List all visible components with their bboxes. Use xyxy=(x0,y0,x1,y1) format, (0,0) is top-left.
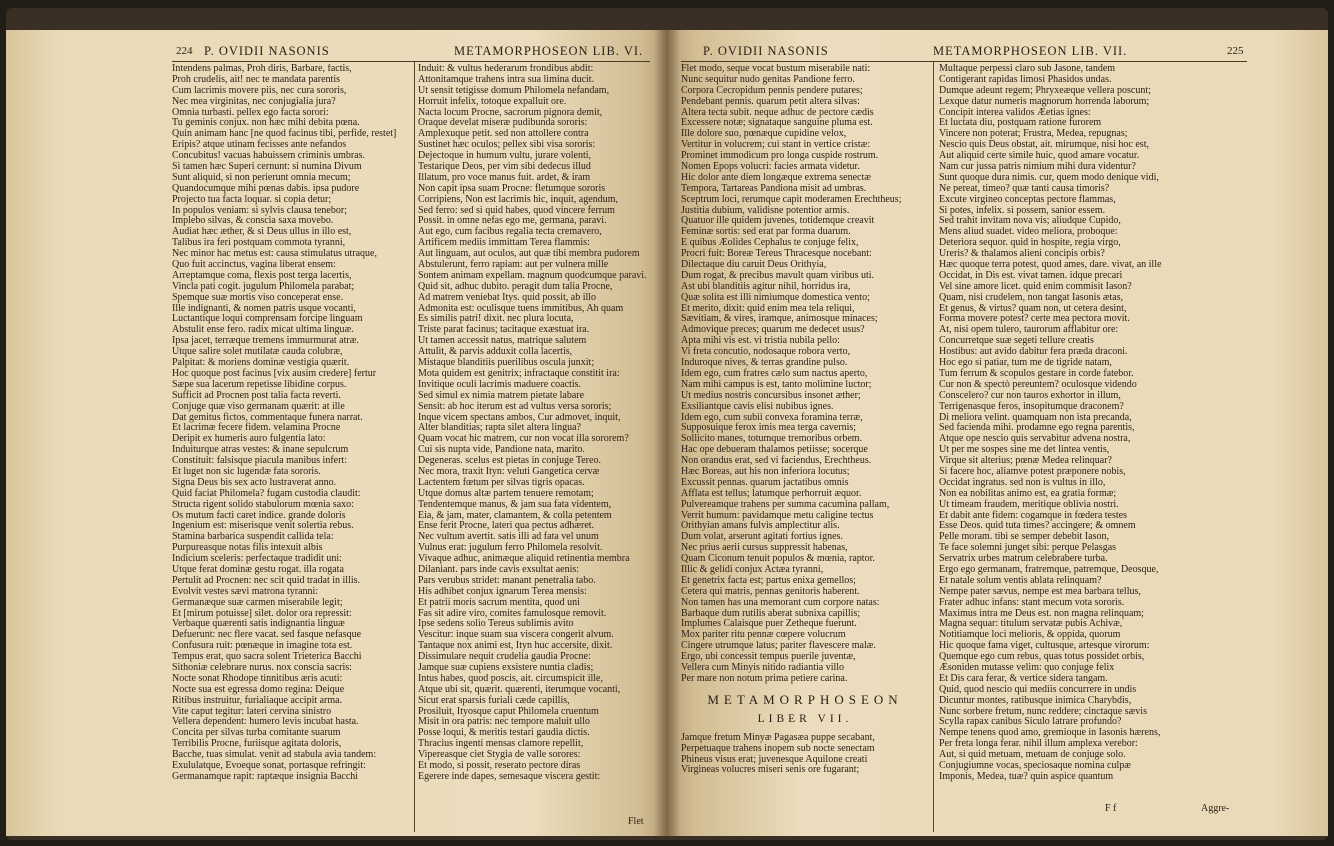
page-number-right: 225 xyxy=(1227,45,1244,57)
verse-line: Aut ego, cum facibus regalia tecta cremavero, xyxy=(418,226,602,238)
verse-line: Oraque develat miseræ pudibunda sororis: xyxy=(418,117,588,129)
verse-line: Nunc sorbere fretum, nunc reddere; cinctaque sævis xyxy=(939,705,1147,717)
verse-line: Et dabit ante fidem: cogamque in fœdera testes xyxy=(939,509,1127,521)
right-page xyxy=(667,30,1328,836)
verse-line: Germanamque rapit: raptæque insignia Bacchi xyxy=(172,770,359,782)
verse-line: Abstulerunt, ferro rapiam: aut per vulnera mille xyxy=(418,259,609,271)
verse-line: Deteriora sequor. quid in hospite, regia virgo, xyxy=(939,237,1121,249)
verse-line: Atque ope nescio quis servabitur advena nostra, xyxy=(939,433,1131,445)
verse-line: Nomen Epops volucri: facies armata videtur. xyxy=(681,161,860,173)
verse-line: Sævitiam, & vires, iramque, animosque minaces; xyxy=(681,313,878,325)
verse-line: Evolvit vestes sævi matrona tyranni: xyxy=(172,585,319,597)
verse-line: Nec vultum avertit. satis illi ad fata vel unum xyxy=(418,531,599,543)
verse-line: Sunt quoque dura nimis. cur, quem modo denique vidi, xyxy=(939,171,1159,183)
verse-line: Illatum, pro voce manus fuit. ardet, & iram xyxy=(418,171,591,183)
verse-line: Quam, nisi crudelem, non tangat Iasonis ætas, xyxy=(939,291,1124,303)
verse-line: Phineus visus erat; juvenesque Aquilone creati xyxy=(681,753,868,765)
verse-line: Pertulit ad Procnen: nec scit quid tradat in illis. xyxy=(172,574,361,586)
verse-line: Os mutum facti caret indice. grande doloris xyxy=(172,509,346,521)
verse-line: Perpetuaque trahens inopem sub nocte senectam xyxy=(681,742,875,754)
running-head-left-author: P. OVIDII NASONIS xyxy=(204,44,330,58)
verse-line: Conjuge quæ viso germanam quærit: at ille xyxy=(172,400,345,412)
verse-line: Cui sis nupta vide, Pandione nata, marito. xyxy=(418,444,585,456)
verse-line: Ingenium est: miserisque venit solertia rebus. xyxy=(172,520,354,532)
verse-line: Non orandus erat, sed vi faciendus, Erechtheus. xyxy=(681,455,872,467)
verse-line: Cingere utrumque latus; pariter flavescere malæ. xyxy=(681,640,876,652)
verse-line: Altera tecta subit. neque adhuc de pectore cædis xyxy=(681,106,874,118)
verse-line: Notitiamque loci melioris, & oppida, quorum xyxy=(939,629,1121,641)
verse-line: Virgineas volucres miseri senis ore fugarant; xyxy=(681,764,860,776)
verse-line: Et [mirum potuisse] silet. dolor ora repressit: xyxy=(172,607,352,619)
verse-line: Sed facienda mihi. prodamne ego regna parentis, xyxy=(939,422,1135,434)
verse-line: Abstulit ense fero. radix micat ultima linguæ. xyxy=(172,324,354,336)
verse-line: Jamque fretum Minyæ Pagasæa puppe secabant, xyxy=(681,731,875,743)
verse-line: Dumque adeunt regem; Phryxeæque vellera poscunt; xyxy=(939,84,1151,96)
verse-line: Hæc Boreas, aut his non inferiora locutus; xyxy=(681,465,850,477)
header-rule-right xyxy=(681,61,1247,62)
verse-line: Omnia turbasti. pellex ego facta sorori: xyxy=(172,106,329,118)
verse-line: Dissimulare nequit crudelia gaudia Procne: xyxy=(418,651,591,663)
verse-line: Ast ubi blanditiis agitur nihil, horridus ira, xyxy=(681,280,851,292)
verse-line: Idem ego, cum subii convexa foramina terræ, xyxy=(681,411,863,423)
verse-line: Nec minor hac metus est: causa stimulatus utraque, xyxy=(172,248,377,260)
verse-line: Implebo silvas, & conscia saxa movebo. xyxy=(172,215,334,227)
verse-line: Sollicito manes, totumque tremoribus orbem. xyxy=(681,433,863,445)
verse-line: Forma movere potest? certe mea pectora movit. xyxy=(939,313,1130,325)
verse-line: Egerere inde dapes, semesaque viscera gestit: xyxy=(418,770,601,782)
verse-line: Vivaque adhuc, animæque aliquid retinentia membra xyxy=(418,553,630,565)
verse-line: Horruit infelix, totoque expalluit ore. xyxy=(418,95,567,107)
verse-line: Ille indignanti, & nomen patris usque vocanti, xyxy=(172,302,356,314)
verse-line: Vellera cum Minyis nitido radiantia villo xyxy=(681,661,845,673)
verse-line: Et luget non sic lugendæ fata sororis. xyxy=(172,465,321,477)
verse-line: Triste parat facinus; tacitaque exæstuat ira. xyxy=(418,324,590,336)
verse-line: Implumes Calaisque puer Zetheque fuerunt. xyxy=(681,618,857,630)
verse-line: Eripis? atque utinam fecisses ante nefandos xyxy=(172,139,347,151)
verse-line: Vincla pati cogit. jugulum Philomela parabat; xyxy=(172,280,355,292)
verse-line: Ense ferit Procne, lateri qua pectus adhæret. xyxy=(418,520,595,532)
verse-line: Quid faciat Philomela? fugam custodia claudit: xyxy=(172,487,361,499)
verse-line: Verrit humum: pavidamque metu caligine tectus xyxy=(681,509,874,521)
verse-line: Admonita est: oculisque tuens immitibus, Ah quam xyxy=(418,302,624,314)
verse-line: Per mare non notum prima petiere carina. xyxy=(681,672,848,684)
verse-line: Quid sit, adhuc dubito. peragit dum talia Procne, xyxy=(418,280,613,292)
verse-line: Palpitat: & moriens dominæ vestigia quærit. xyxy=(172,357,350,369)
verse-line: Verbaque quærenti satis indignantia linguæ xyxy=(172,618,345,630)
verse-line: Esse Deos. quid tuta times? accingere; & omnem xyxy=(939,520,1136,532)
verse-line: Proh crudelis, ait! nec te mandata parentis xyxy=(172,73,340,85)
verse-line: Et merito, dixit: quid enim mea tela reliqui, xyxy=(681,302,855,314)
verse-line: Alter blanditias; rapta silet altera lingua? xyxy=(418,422,581,434)
verse-line: Aut, si quid metuam, metuam de conjuge solo. xyxy=(939,749,1126,761)
verse-line: Quo fuit accinctus, vagina liberat ensem: xyxy=(172,259,336,271)
verse-line: Talibus ira feri postquam commota tyranni, xyxy=(172,237,346,249)
verse-line: Servatrix urbes matrum celebrabere turba. xyxy=(939,553,1108,565)
verse-line: Sensit: ab hoc iterum est ad vultus versa sororis; xyxy=(418,400,612,412)
verse-line: Ut sensit tetigisse domum Philomela nefandam, xyxy=(418,84,610,96)
verse-line: Scylla rapax canibus Siculo latrare profundo? xyxy=(939,716,1122,728)
verse-line: Excessere notæ; signataque sanguine pluma est. xyxy=(681,117,873,129)
verse-line: Feminæ sortis: sed erat par forma duarum. xyxy=(681,226,851,238)
verse-line: Admovique preces; quarum me dedecet usus? xyxy=(681,324,865,336)
verse-line: Ritibus instruitur, furialiaque accipit arma. xyxy=(172,694,343,706)
verse-line: Spemque suæ mortis viso conceperat ense. xyxy=(172,291,344,303)
verse-line: Signa Deus bis sex acto lustraverat anno. xyxy=(172,476,337,488)
verse-line: Non ea nobilitas animo est, ea gratia formæ; xyxy=(939,487,1117,499)
verse-line: Mens aliud suadet. video meliora, proboque: xyxy=(939,226,1118,238)
header-rule-left xyxy=(172,61,650,62)
verse-line: Tu geminis conjux. non hæc mihi debita pœna. xyxy=(172,117,360,129)
verse-line: Testarique Deos, per vim sibi dedecus illud xyxy=(418,161,591,173)
verse-line: Mox pariter ritu pennæ cœpere volucrum xyxy=(681,629,846,641)
verse-line: Invitique oculi lacrimis maduere coactis. xyxy=(418,378,581,390)
verse-line: Ipsa jacet, terræque tremens immurmurat atræ. xyxy=(172,335,359,347)
verse-line: Quæ solita est illi nimiumque domestica vento; xyxy=(681,291,870,303)
verse-line: Hic quoque fama viget, cultusque, artesque virorum: xyxy=(939,640,1150,652)
verse-line: Non capit ipsa suam Procne: fletumque sororis xyxy=(418,182,606,194)
verse-line: Terribilis Procne, furiisque agitata doloris, xyxy=(172,738,342,750)
verse-line: Inque vicem spectans ambos, Cur admovet, inquit, xyxy=(418,411,621,423)
verse-line: Ut timeam fraudem, meritique oblivia nostri. xyxy=(939,498,1119,510)
verse-line: Tendentemque manus, & jam sua fata videntem, xyxy=(418,498,612,510)
verse-line: Aut aliquid certe simile huic, quod amare vocatur. xyxy=(939,150,1140,162)
verse-line: Sufficit ad Procnen post talia facta reverti. xyxy=(172,389,341,401)
verse-line: Concipit interea validos Æetias ignes: xyxy=(939,106,1091,118)
running-head-right-title: METAMORPHOSEON LIB. VII. xyxy=(933,44,1128,58)
verse-line: Ut tamen accessit natus, matrique salutem xyxy=(418,335,587,347)
verse-line: Si tamen hæc Superi cernunt: si numina Divum xyxy=(172,161,362,173)
verse-line: Occidat, in Dis est. vivat tamen. idque precari xyxy=(939,269,1123,281)
verse-line: Attulit, & parvis adduxit colla lacertis, xyxy=(418,346,573,358)
verse-line: Illic & gelidi conjux Actæa tyranni, xyxy=(681,563,824,575)
verse-line: Structa rigent solido stabulorum mœnia saxo: xyxy=(172,498,354,510)
verse-line: Quemque ego cum rebus, quas totus possidet orbis, xyxy=(939,651,1145,663)
verse-line: Luctantique loqui comprensam forcipe linguam xyxy=(172,313,363,325)
verse-line: Nocte sua est egressa domo regina: Deique xyxy=(172,683,345,695)
catchword-right: Aggre- xyxy=(1201,803,1230,814)
verse-line: Tum ferrum & scopulos gestare in corde fatebor. xyxy=(939,367,1134,379)
verse-line: Nocte sonat Rhodope tinnitibus æris acuti: xyxy=(172,672,343,684)
verse-line: Vipereasque ciet Stygia de valle sorores: xyxy=(418,749,581,761)
verse-line: Dejectoque in humum vultu, jurare volenti, xyxy=(418,150,592,162)
verse-line: Utque ferat dominæ gestu rogat. illa rogata xyxy=(172,563,344,575)
verse-line: Vescitur: inque suam sua viscera congerit alvum. xyxy=(418,629,614,641)
verse-line: Afflata est tellus; latumque perhorruit æquor. xyxy=(681,487,862,499)
verse-line: Hæc quoque terra potest, quod ames, dare. vivat, an ille xyxy=(939,259,1162,271)
verse-line: Thracius ingenti mensas clamore repellit, xyxy=(418,738,584,750)
verse-line: Dum rogat, & precibus mavult quam viribus uti. xyxy=(681,269,875,281)
verse-line: Idem ego, cum fratres cælo sum nactus aperto, xyxy=(681,367,868,379)
verse-line: Quatuor ille quidem juvenes, totidemque creavit xyxy=(681,215,875,227)
left-page xyxy=(6,30,667,836)
verse-line: Quam Ciconum tenuit populos & mœnia, raptor. xyxy=(681,553,875,565)
verse-line: Procri fuit: Boreæ Tereus Thracesque nocebant: xyxy=(681,248,872,260)
verse-line: Frater adhuc infans: stant mecum vota sororis. xyxy=(939,596,1125,608)
verse-line: Arreptamque coma, flexis post terga lacertis, xyxy=(172,269,352,281)
verse-line: Excute virgineo conceptas pectore flammas, xyxy=(939,193,1116,205)
verse-line: Et luctata diu, postquam ratione furorem xyxy=(939,117,1102,129)
verse-line: Nacta locum Procne, sacrorum pignora demit, xyxy=(418,106,603,118)
verse-line: In populos veniam: si sylvis clausa tenebor; xyxy=(172,204,347,216)
verse-line: Flet modo, seque vocat bustum miserabile nati: xyxy=(681,64,871,74)
verse-line: Si facere hoc, aliamve potest præponere nobis, xyxy=(939,465,1126,477)
column-divider-right xyxy=(933,62,934,832)
verse-line: Induroque nives, & terras grandine pulso. xyxy=(681,357,848,369)
verse-line: Et modo, si possit, reserato pectore diras xyxy=(418,760,581,771)
verse-line: Induit: & vultus hederarum frondibus abdit: xyxy=(418,64,594,74)
verse-line: E quibus Æolides Cephalus te conjuge felix, xyxy=(681,237,859,249)
verse-line: Intendens palmas, Proh diris, Barbare, factis, xyxy=(172,64,352,74)
verse-line: Sæpe sua lacerum repetisse libidine corpus. xyxy=(172,378,347,390)
verse-line: Supposuique ferox imis mea terga cavernis; xyxy=(681,422,857,434)
verse-line: Sed ferro: sed si quid habes, quod vincere ferrum xyxy=(418,204,615,216)
verse-line: Ille dolore suo, pœnæque cupidine velox, xyxy=(681,128,847,140)
verse-line: At, nisi opem tulero, taurorum afflabitur ore: xyxy=(939,324,1119,336)
verse-line: Jamque suæ cupiens exsistere nuntia cladis; xyxy=(418,661,594,673)
column-divider-left xyxy=(414,62,415,832)
verse-line: Sontem animam expellam. magnum quodcumque paravi. xyxy=(418,269,647,281)
verse-line: Hac ope debueram thalamos petiisse; socerque xyxy=(681,444,868,456)
verse-line: Occidat ingratus. sed non is vultus in illo, xyxy=(939,476,1106,488)
verse-line: Tempus erat, quo sacra solent Trieterica Bacchi xyxy=(172,651,362,663)
verse-line: Pendebant pennis. quarum petit altera silvas: xyxy=(681,95,860,107)
verse-line: Defuerunt: nec flere vacat. sed fasque nefasque xyxy=(172,629,362,641)
verse-line: Multaque perpessi claro sub Jasone, tandem xyxy=(939,64,1116,74)
verse-line: Sicut erat sparsis furiali cæde capillis, xyxy=(418,694,570,706)
verse-line: Quam vocat hic matrem, cur non vocat illa sororem? xyxy=(418,433,629,445)
verse-line: Induiturque atras vestes: & inane sepulcrum xyxy=(172,444,349,456)
verse-line: Sed trahit invitam nova vis; aliudque Cupido, xyxy=(939,215,1121,227)
verse-line: Prosiluit, Ityosque caput Philomela cruentum xyxy=(418,705,599,717)
verse-line: Non tamen has una memorant cum corpore natas: xyxy=(681,596,880,608)
verse-line: Justitia dubium, validisne potentior armis. xyxy=(681,204,850,216)
verse-line: Nunc sequitur nudo genitas Pandione ferro. xyxy=(681,73,855,85)
verse-line: Vellera dependent: humero levis incubat hasta. xyxy=(172,716,359,728)
verse-line: Hostibus: aut avido dabitur fera præda draconi. xyxy=(939,346,1128,358)
verse-line: Vulnus erat: jugulum ferro Philomela resolvit. xyxy=(418,542,603,554)
verse-line: Tantaque nox animi est, Ityn huc accersite, dixit. xyxy=(418,640,613,652)
left-page-column-2 xyxy=(418,64,654,830)
verse-line: Germanæque suæ carmen miserabile legit; xyxy=(172,596,343,608)
verse-line: Contigerant rapidas limosi Phasidos undas. xyxy=(939,73,1112,85)
verse-line: Nec prius aerii cursus suppressit habenas, xyxy=(681,542,848,554)
verse-line: Bacche, tuas simulat. venit ad stabula avia tandem: xyxy=(172,749,377,761)
book-number-heading: LIBER VII. xyxy=(757,712,853,725)
verse-line: Et genus, & virtus? quam non, ut cetera desint, xyxy=(939,302,1127,314)
verse-line: Ureris? & thalamos alieni concipis orbis? xyxy=(939,248,1105,260)
verse-line: Ut medius nostris concursibus insonet æther; xyxy=(681,389,861,401)
verse-line: Intus habes, quod poscis, ait. circumspicit ille, xyxy=(418,672,603,684)
verse-line: Excussit pennas. quarum jactatibus omnis xyxy=(681,476,849,488)
verse-line: Prominet immodicum pro longa cuspide rostrum. xyxy=(681,150,879,162)
verse-line: Vite caput tegitur: lateri cervina sinistro xyxy=(172,705,332,717)
verse-line: Mistaque blanditiis puerilibus oscula junxit; xyxy=(418,357,595,369)
verse-line: Et Dis cara ferar, & vertice sidera tangam. xyxy=(939,672,1108,684)
verse-line: Barbaque dum rutilis aberat subnixa capillis; xyxy=(681,607,861,619)
verse-line: Amplexuque petit. sed non attollere contra xyxy=(418,128,589,140)
verse-line: Tempora, Tartareas Pandiona misit ad umbras. xyxy=(681,182,867,194)
running-head-left-title: METAMORPHOSEON LIB. VI. xyxy=(454,44,644,58)
verse-line: Cur non & spectò pereuntem? oculosque videndo xyxy=(939,378,1137,390)
verse-line: Utque domus altæ partem tenuere remotam; xyxy=(418,487,594,499)
verse-line: Atque ubi sit, quærit. quærenti, iterumque vocanti, xyxy=(418,683,621,695)
verse-line: Purpureasque notas filis intexuit albis xyxy=(172,542,323,554)
verse-line: Et genetrix facta est; partus enixa gemellos; xyxy=(681,574,856,586)
verse-line: Hic dolor ante diem longæque extrema senectæ xyxy=(681,171,871,183)
verse-line: Es similis patri! dixit. nec plura locuta, xyxy=(418,313,574,325)
verse-line: Possit. in omne nefas ego me, germana, paravi. xyxy=(418,215,607,227)
book-title-heading: METAMORPHOSEON xyxy=(707,691,903,707)
verse-line: Sceptrum loci, rerumque capit moderamen Erechtheus; xyxy=(681,193,902,205)
verse-line: Pelle moram. tibi se semper debebit Iason, xyxy=(939,531,1109,543)
verse-line: Sustinet hæc oculos; pellex sibi visa sororis: xyxy=(418,139,596,151)
right-page-column-1 xyxy=(681,64,929,830)
page-number-left: 224 xyxy=(176,45,193,57)
verse-line: Dat gemitus fictos, commentaque funera narrat. xyxy=(172,411,363,423)
verse-line: Corripiens, Non est lacrimis hic, inquit, agendum, xyxy=(418,193,618,205)
verse-line: Magna sequar: titulum servatæ pubis Achivæ, xyxy=(939,618,1123,630)
verse-line: Orithyian amans fulvis amplectitur alis. xyxy=(681,520,840,532)
verse-line: Lexque datur numeris magnorum horrenda laborum; xyxy=(939,95,1150,107)
verse-line: Hoc ego si patiar, tum me de tigride natam, xyxy=(939,357,1112,369)
verse-line: Exsiliantque cavis elisi nubibus ignes. xyxy=(681,400,834,412)
verse-line: Vi freta concutio, nodosaque robora verto, xyxy=(681,346,851,358)
verse-line: Et lacrimæ fecere fidem. velamina Procne xyxy=(172,422,341,434)
verse-line: Concurretque suæ segeti tellure creatis xyxy=(939,335,1094,347)
verse-line: Pulvereamque trahens per summa cacumina pallam, xyxy=(681,498,890,510)
verse-line: Et natale solum ventis ablata relinquam? xyxy=(939,574,1102,586)
verse-line: Cetera qui matris, pennas genitoris haberent. xyxy=(681,585,860,597)
verse-line: Imponis, Medea, tuæ? quin aspice quantum xyxy=(939,770,1114,782)
verse-line: Corpora Cecropidum pennis pendere putares; xyxy=(681,84,863,96)
verse-line: Nempe tenens quod amo, gremioque in Iasonis hærens, xyxy=(939,727,1161,739)
verse-line: Mota quidem est genitrix; infractaque constitit ira: xyxy=(418,367,620,379)
verse-line: Vel sine amore licet. quid enim commisit Iason? xyxy=(939,280,1132,292)
verse-line: Exululatque, Evoeque sonat, portasque refringit: xyxy=(172,760,366,771)
verse-line: Utque salire solet mutilatæ cauda colubræ, xyxy=(172,346,343,358)
verse-line: Quid, quod nescio qui mediis concurrere in undis xyxy=(939,683,1137,695)
verse-line: Per freta longa ferar. nihil illum amplexa verebor: xyxy=(939,738,1138,750)
verse-line: Pars verubus stridet: manant penetralia tabo. xyxy=(418,574,596,586)
verse-line: Stamina barbarica suspendit callida tela: xyxy=(172,531,334,543)
verse-line: Quin animam hanc [ne quod facinus tibi, perfide, restet] xyxy=(172,128,397,140)
verse-line: Vertitur in volucrem; cui stant in vertice cristæ: xyxy=(681,139,871,151)
verse-line: Eia, & jam, mater, clamantem, & colla petentem xyxy=(418,509,612,521)
verse-line: Ergo, ubi concessit tempus puerile juventæ, xyxy=(681,651,856,663)
verse-line: Ad matrem veniebat Itys. quid possit, ab illo xyxy=(418,291,597,303)
verse-line: Nec mora, traxit Ityn: veluti Gangetica cervæ xyxy=(418,465,600,477)
verse-line: Quandocumque mihi pœnas dabis. ipsa pudore xyxy=(172,182,360,194)
verse-line: Attonitamque trahens intra sua limina ducit. xyxy=(418,73,595,85)
verse-line: Ipse sedens solio Tereus sublimis avito xyxy=(418,618,574,630)
verse-line: Nempe pater sævus, nempe est mea barbara tellus, xyxy=(939,585,1141,597)
verse-line: Si potes, infelix. si possem, sanior essem. xyxy=(939,204,1106,216)
running-head-right-author: P. OVIDII NASONIS xyxy=(703,44,829,58)
verse-line: Dicuntur montes, ratibusque inimica Charybdis, xyxy=(939,694,1132,706)
verse-line: Posse loqui, & meritis testari gaudia dictis. xyxy=(418,727,590,739)
verse-line: Concita per silvas turba comitante suarum xyxy=(172,727,341,739)
open-book xyxy=(6,8,1328,840)
verse-line: Deripit ex humeris auro fulgentia lato: xyxy=(172,433,326,445)
verse-line: Nam cur jussa patris nimium mihi dura videntur? xyxy=(939,161,1136,173)
verse-line: Ergo ego germanam, fratremque, patremque, Deosque, xyxy=(939,563,1159,575)
verse-line: Ut per me sospes sine me det lintea ventis, xyxy=(939,444,1110,456)
verse-line: Terrigenasque feros, insopitumque draconem? xyxy=(939,400,1124,412)
verse-line: Et patrii moris sacrum mentita, quod uni xyxy=(418,596,580,608)
right-page-column-2 xyxy=(939,64,1249,830)
verse-line: Dum volat, arserunt agitati fortius ignes. xyxy=(681,531,843,543)
signature-mark: F f xyxy=(1105,803,1117,814)
verse-line: Virque sit alterius; pœnæ Medea relinquar? xyxy=(939,455,1112,467)
verse-line: Æsoniden mutasse velim: quo conjuge felix xyxy=(939,661,1115,673)
catchword-left: Flet xyxy=(628,816,644,827)
verse-line: Artificem mediis immittam Terea flammis: xyxy=(418,237,590,249)
verse-line: Dilectaque diu caruit Deus Orithyia, xyxy=(681,259,827,271)
verse-line: Indicium sceleris: perfectaque tradidit uni: xyxy=(172,553,342,565)
verse-line: Maximus intra me Deus est. non magna relinquam; xyxy=(939,607,1144,619)
verse-line: Nescio quis Deus obstat, ait. mirumque, nisi hoc est, xyxy=(939,139,1149,151)
verse-line: Ne pereat, timeo? quæ tanti causa timoris? xyxy=(939,182,1110,194)
verse-line: Nec mea virginitas, nec conjugialia jura? xyxy=(172,95,336,107)
verse-line: Constituit: falsisque piacula manibus infert: xyxy=(172,455,347,467)
verse-line: Confusura ruit: pœnæque in imagine tota est. xyxy=(172,640,353,652)
verse-line: Conjugiumne vocas, speciosaque nomina culpæ xyxy=(939,760,1131,771)
verse-line: Hoc quoque post facinus [vix ausim credere] fertur xyxy=(172,367,377,379)
verse-line: Concubitus! vacuas habuissem criminis umbras. xyxy=(172,150,366,162)
verse-line: His adhibet conjux ignarum Terea mensis: xyxy=(418,585,587,597)
verse-line: Cum lacrimis movere piis, nec cura sororis, xyxy=(172,84,347,96)
verse-line: Dilaniant. pars inde cavis exsultat aenis: xyxy=(418,563,580,575)
verse-line: Di meliora velint. quamquam non ista precanda, xyxy=(939,411,1132,423)
verse-line: Te face solemni junget sibi: perque Pelasgas xyxy=(939,542,1117,554)
verse-line: Aut linguam, aut oculos, aut quæ tibi membra pudorem xyxy=(418,248,640,260)
verse-line: Audiat hæc æther, & si Deus ullus in illo est, xyxy=(172,226,352,238)
verse-line: Misit in ora patris: nec tempore maluit ullo xyxy=(418,716,590,728)
verse-line: Degeneras. scelus est pietas in conjuge Tereo. xyxy=(418,455,601,467)
left-page-column-1 xyxy=(172,64,410,830)
verse-line: Apta mihi vis est. vi tristia nubila pello: xyxy=(681,335,840,347)
verse-line: Lactentem fœtum per silvas tigris opacas. xyxy=(418,476,585,488)
verse-line: Vincere non poterat; Frustra, Medea, repugnas; xyxy=(939,128,1128,140)
verse-line: Sithoniæ celebrare nurus. nox conscia sacris: xyxy=(172,661,352,673)
verse-line: Projecto tua facta loquar. si copia detur; xyxy=(172,193,332,205)
verse-line: Nam mihi campus is est, tanto molimine luctor; xyxy=(681,378,872,390)
verse-line: Fas sit adire viro, comites famulosque removit. xyxy=(418,607,607,619)
verse-line: Sunt aliquid, si non perierunt omnia mecum; xyxy=(172,171,351,183)
verse-line: Conscelero? cur non tauros exhortor in illum, xyxy=(939,389,1121,401)
verse-line: Sed simul ex nimia matrem pietate labare xyxy=(418,389,585,401)
